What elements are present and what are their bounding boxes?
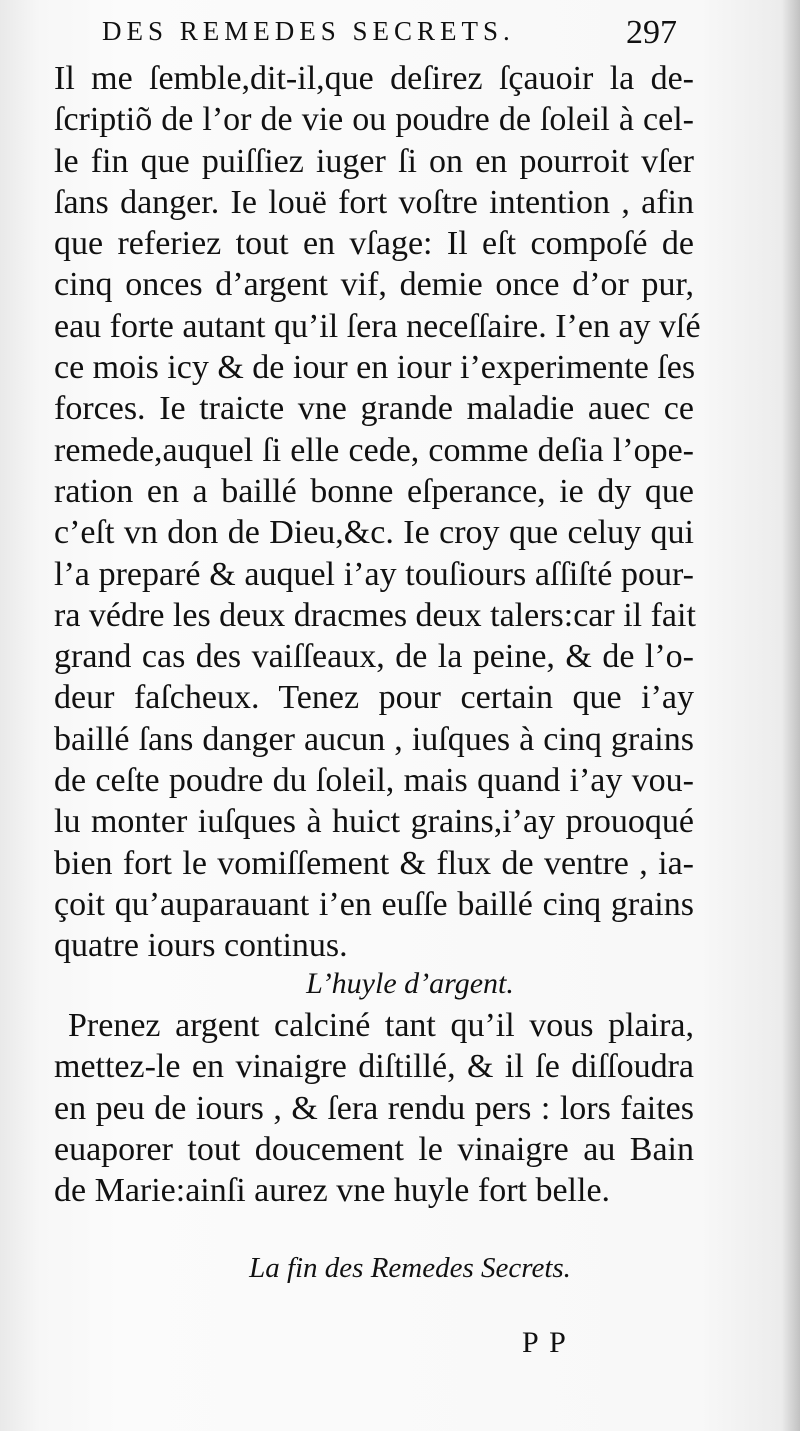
colophon: La fin des Remedes Secrets.	[249, 1252, 571, 1284]
page-edge-shadow	[782, 0, 800, 1431]
text-line: bien fort le vomiſſement & flux de ventre , ia-	[54, 844, 694, 882]
text-line: çoit qu’auparauant i’en euſſe baillé cinq grains	[54, 885, 694, 923]
text-line: grand cas des vaiſſeaux, de la peine, & de l’o-	[54, 638, 694, 676]
text-line: le fin que puiſſiez iuger ſi on en pourroit vſer	[54, 142, 694, 180]
running-title: DES REMEDES SECRETS.	[102, 16, 515, 46]
text-line: ſcriptiõ de l’or de vie ou poudre de ſoleil à cel-	[54, 101, 694, 139]
text-line: baillé ſans danger aucun , iuſques à cinq grains	[54, 720, 694, 758]
text-line: quatre iours continus.	[54, 927, 348, 965]
running-head	[60, 14, 690, 54]
text-line: lu monter iuſques à huict grains,i’ay prouoqué	[54, 803, 694, 841]
text-line: que referiez tout en vſage: Il eſt compoſé de	[54, 225, 694, 263]
text-line: Prenez argent calciné tant qu’il vous plaira,	[68, 1007, 694, 1044]
text-line: cinq onces d’argent vif, demie once d’or pur,	[54, 266, 694, 304]
text-line: mettez-le en vinaigre diſtillé, & il ſe diſſoudra	[54, 1048, 694, 1086]
text-line: ra védre les deux dracmes deux talers:car il fait	[54, 596, 696, 634]
text-line: remede,auquel ſi elle cede, comme deſia l’ope-	[54, 431, 694, 469]
text-line: l’a preparé & auquel i’ay touſiours aſſiſté pour-	[54, 555, 694, 593]
text-line: ſans danger. Ie louë fort voſtre intention , afin	[54, 183, 694, 221]
text-line: de Marie:ainſi aurez vne huyle fort belle.	[54, 1172, 611, 1210]
text-line: en peu de iours , & ſera rendu pers : lors faites	[54, 1089, 694, 1127]
page-number: 297	[626, 14, 677, 51]
text-line: euaporer tout doucement le vinaigre au Bain	[54, 1130, 694, 1168]
paragraph-secondary	[54, 1005, 694, 1211]
text-line: ce mois icy & de iour en iour i’experimente ſes	[54, 349, 696, 387]
text-line: deur faſcheux. Tenez pour certain que i’ay	[54, 679, 694, 717]
text-line: Il me ſemble,dit-il,que deſirez ſçauoir la de-	[54, 60, 694, 97]
paragraph-main	[54, 58, 701, 967]
text-line: ration en a baillé bonne eſperance, ie dy que	[54, 472, 694, 510]
text-line: c’eſt vn don de Dieu,&c. Ie croy que celuy qui	[54, 514, 694, 552]
text-line: eau forte autant qu’il ſera neceſſaire. I’en ay vſé	[54, 307, 701, 345]
section-heading: L’huyle d’argent.	[306, 967, 514, 1000]
text-line: forces. Ie traicte vne grande maladie auec ce	[54, 390, 694, 428]
signature-mark: P P	[522, 1326, 568, 1359]
text-line: de ceſte poudre du ſoleil, mais quand i’ay vou-	[54, 762, 694, 800]
